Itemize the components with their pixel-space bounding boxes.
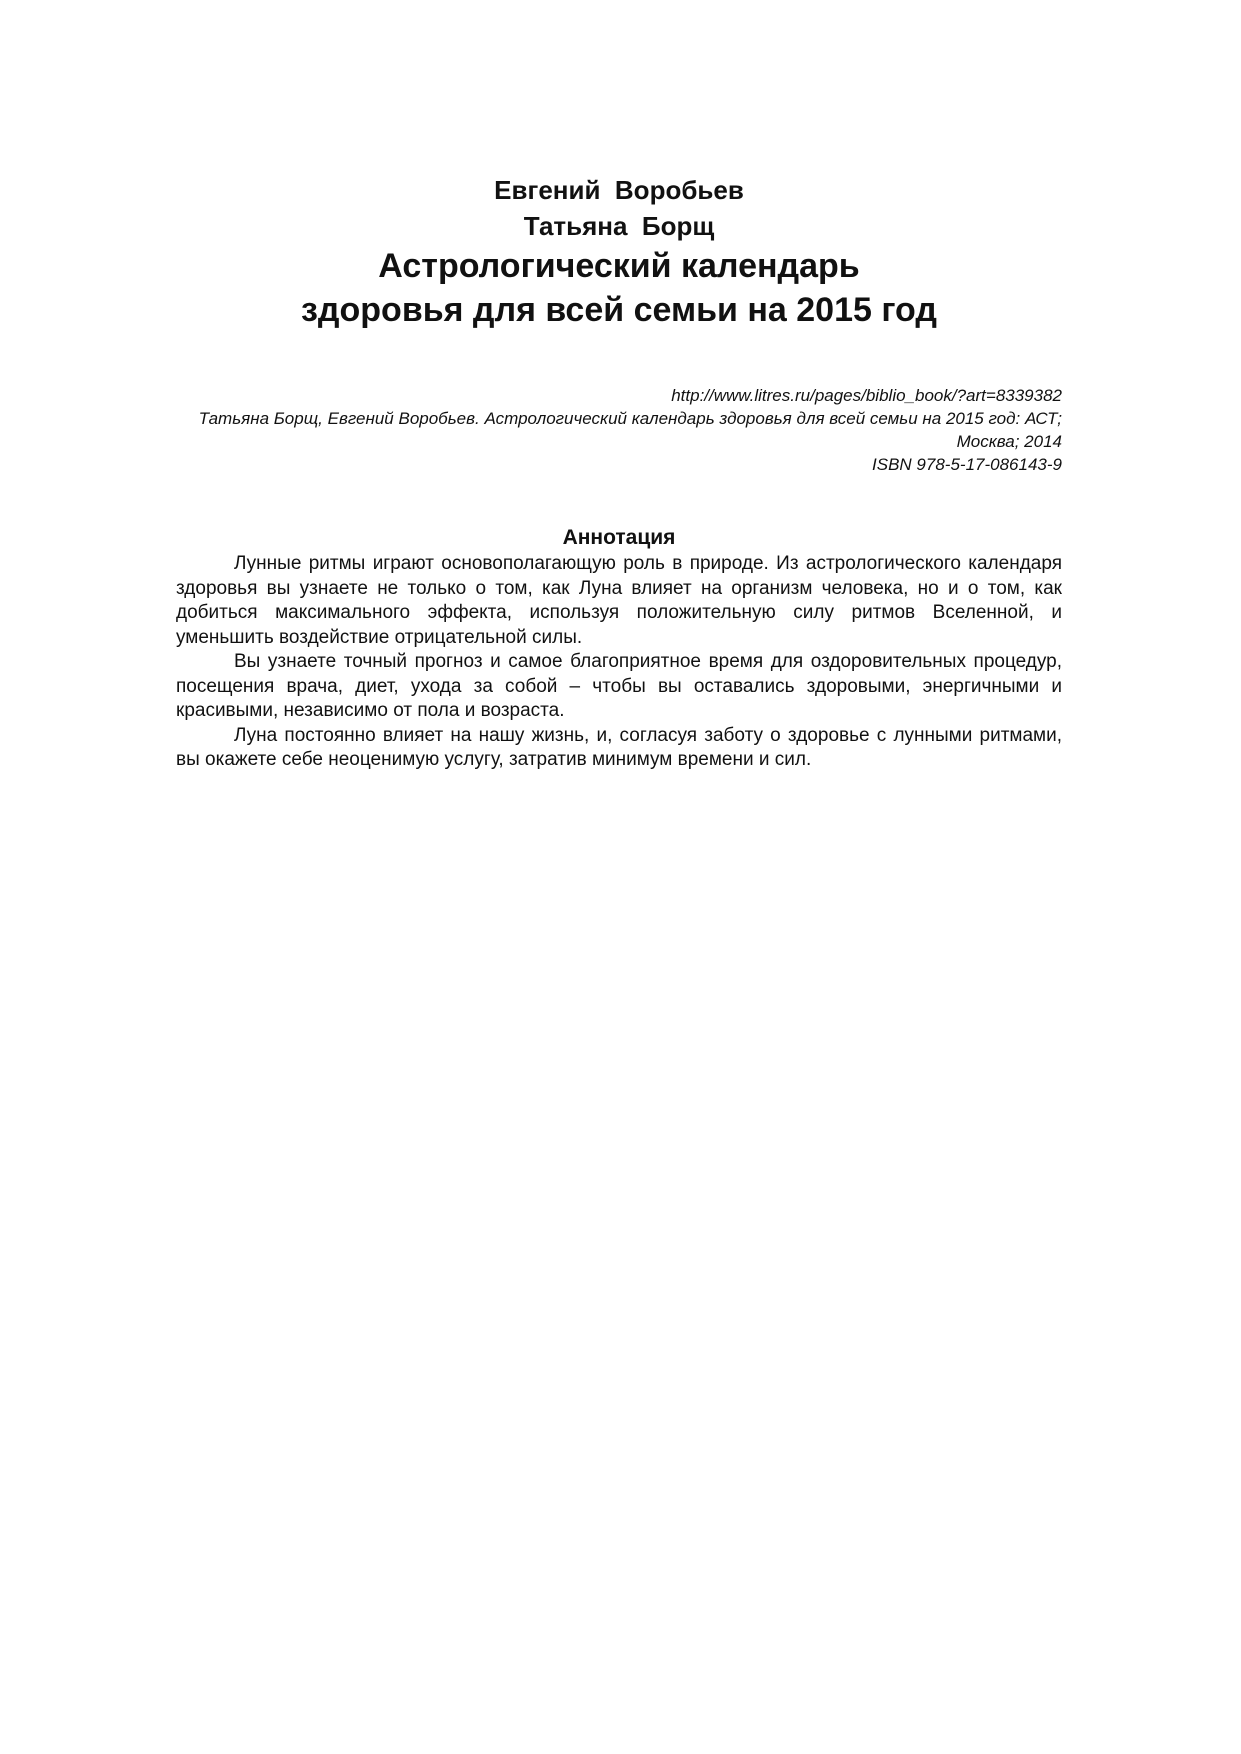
author-name: Татьяна Борщ [523, 211, 715, 241]
author-name: Евгений Воробьев [494, 175, 744, 205]
book-title [176, 244, 1062, 332]
citation: Татьяна Борщ, Евгений Воробьев. Астрологический календарь здоровья для всей семьи на 2015 год: АСТ; Москва; 2014 [198, 409, 1062, 451]
isbn: ISBN 978-5-17-086143-9 [872, 455, 1062, 474]
annotation-section [176, 524, 1062, 773]
annotation-heading: Аннотация [562, 526, 676, 549]
title-line: здоровья для всей семьи на 2015 год [301, 291, 937, 329]
source-url[interactable]: http://www.litres.ru/pages/biblio_book/?art=8339382 [671, 386, 1062, 405]
annotation-paragraph: Луна постоянно влияет на нашу жизнь, и, согласуя заботу о здоровье с лунными ритмами, вы окажете себе неоценимую услугу, затратив минимум времени и сил. [176, 724, 1062, 770]
bibliographic-info [176, 384, 1062, 476]
title-line: Астрологический календарь [378, 247, 860, 285]
annotation-paragraph: Лунные ритмы играют основополагающую роль в природе. Из астрологического календаря здоровья вы узнаете не только о том, как Луна влияет на организм человека, но и о том, как добиться максимального эффекта, используя положительную силу ритмов Вселенной, и уменьшить воздействие отрицательной силы. [176, 553, 1062, 648]
annotation-paragraph: Вы узнаете точный прогноз и самое благоприятное время для оздоровительных процедур, посещения врача, диет, ухода за собой – чтобы вы оставались здоровыми, энергичными и красивыми, независимо от пола и возраста. [176, 651, 1062, 721]
authors [176, 172, 1062, 244]
